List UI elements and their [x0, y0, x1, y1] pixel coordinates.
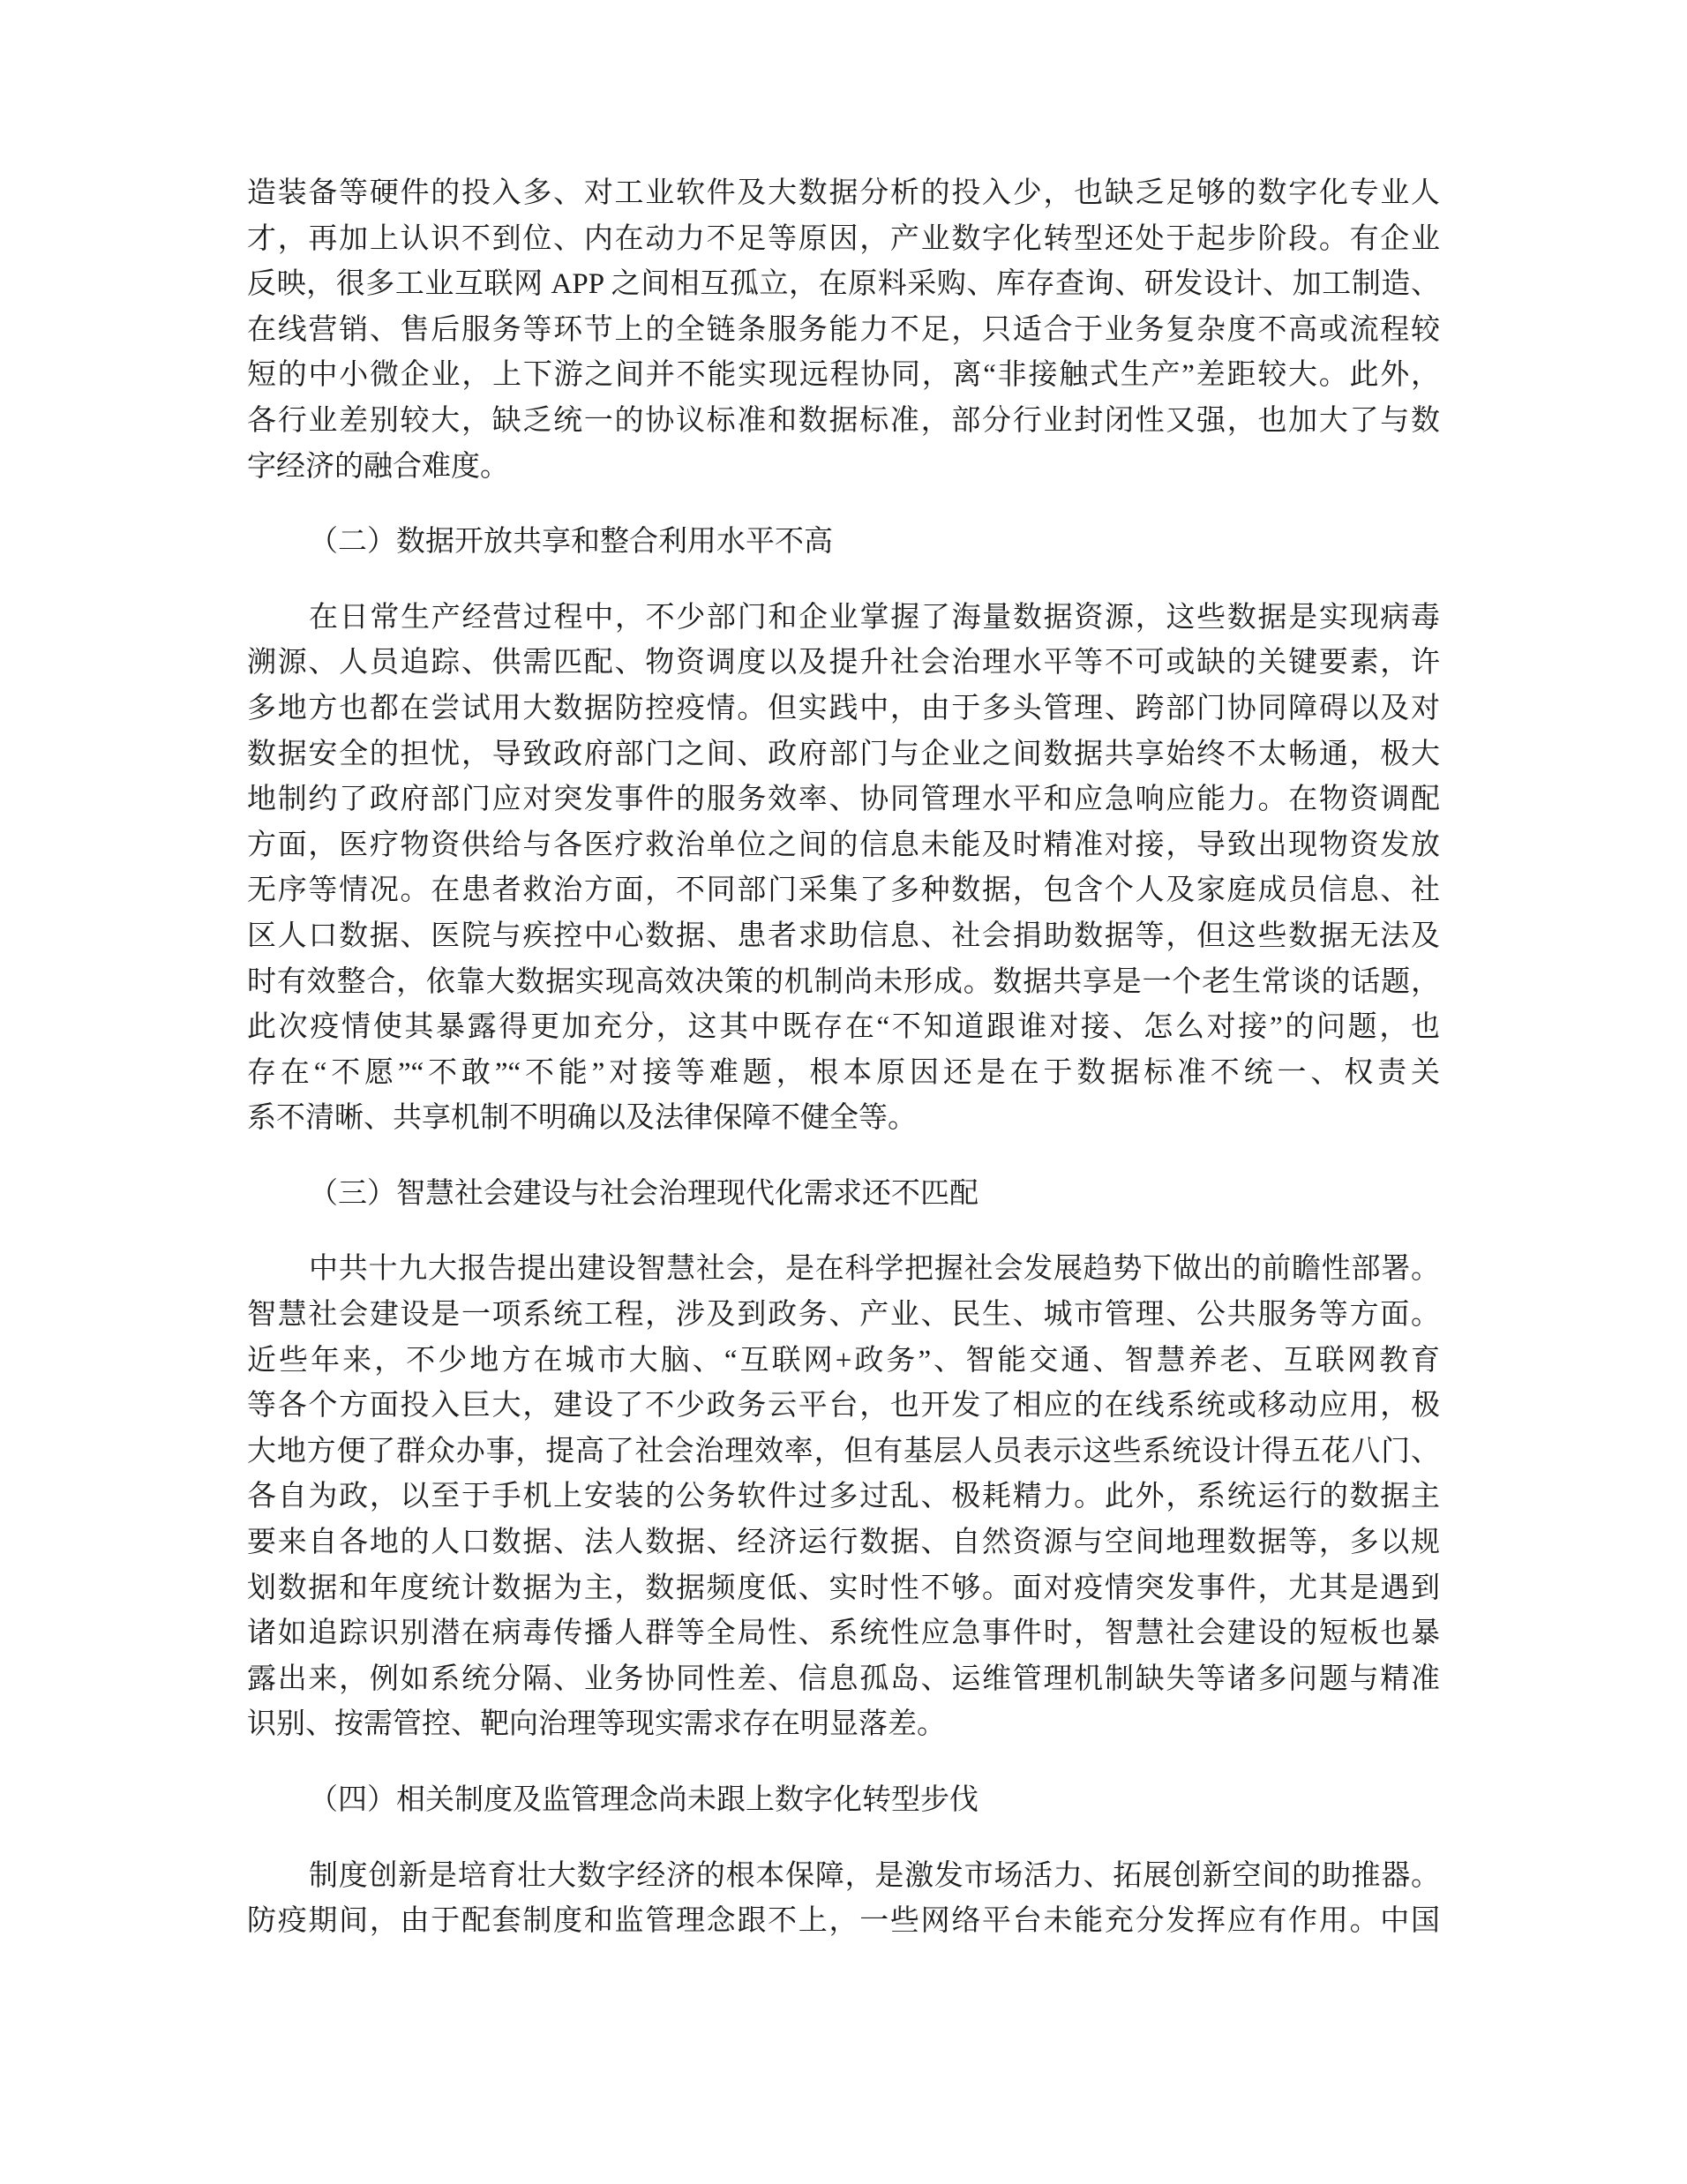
text-line: 在线营销、售后服务等环节上的全链条服务能力不足，只适合于业务复杂度不高或流程较	[247, 313, 1440, 346]
text-line: 要来自各地的人口数据、法人数据、经济运行数据、自然资源与空间地理数据等，多以规	[247, 1527, 1440, 1559]
text-line: 近些年来，不少地方在城市大脑、“互联网+政务”、智能交通、智慧养老、互联网教育	[247, 1344, 1440, 1377]
text-line: 数据安全的担忧，导致政府部门之间、政府部门与企业之间数据共享始终不太畅通，极大	[247, 738, 1440, 770]
text-line: 各自为政，以至于手机上安装的公务软件过多过乱、极耗精力。此外，系统运行的数据主	[247, 1481, 1440, 1513]
text-line: 露出来，例如系统分隔、业务协同性差、信息孤岛、运维管理机制缺失等诸多问题与精准	[247, 1662, 1440, 1695]
paragraph	[247, 171, 1440, 490]
paragraph	[247, 1854, 1440, 1945]
text-line: 字经济的融合难度。	[247, 450, 509, 483]
text-line: 方面，医疗物资供给与各医疗救治单位之间的信息未能及时精准对接，导致出现物资发放	[247, 829, 1440, 861]
text-line: 无序等情况。在患者救治方面，不同部门采集了多种数据，包含个人及家庭成员信息、社	[247, 874, 1440, 907]
text-line: 溯源、人员追踪、供需匹配、物资调度以及提升社会治理水平等不可或缺的关键要素，许	[247, 647, 1440, 679]
text-line: 划数据和年度统计数据为主，数据频度低、实时性不够。面对疫情突发事件，尤其是遇到	[247, 1572, 1440, 1604]
text-line: 时有效整合，依靠大数据实现高效决策的机制尚未形成。数据共享是一个老生常谈的话题，	[247, 965, 1440, 998]
text-line: 地制约了政府部门应对突发事件的服务效率、协同管理水平和应急响应能力。在物资调配	[247, 784, 1440, 816]
text-line: 识别、按需管控、靶向治理等现实需求存在明显落差。	[247, 1708, 946, 1741]
text-line: 诸如追踪识别潜在病毒传播人群等全局性、系统性应急事件时，智慧社会建设的短板也暴	[247, 1617, 1440, 1650]
text-line: 存在“不愿”“不敢”“不能”对接等难题，根本原因还是在于数据标准不统一、权责关	[247, 1056, 1440, 1089]
text-line: 防疫期间，由于配套制度和监管理念跟不上，一些网络平台未能充分发挥应有作用。中国	[247, 1905, 1440, 1938]
paragraph	[247, 1247, 1440, 1748]
text-line: 智慧社会建设是一项系统工程，涉及到政务、产业、民生、城市管理、公共服务等方面。	[247, 1299, 1440, 1332]
text-line: 造装备等硬件的投入多、对工业软件及大数据分析的投入少，也缺乏足够的数字化专业人	[247, 177, 1440, 209]
text-line: 此次疫情使其暴露得更加充分，这其中既存在“不知道跟谁对接、怎么对接”的问题，也	[247, 1011, 1440, 1044]
document-content	[247, 171, 1440, 1945]
text-line: 各行业差别较大，缺乏统一的协议标准和数据标准，部分行业封闭性又强，也加大了与数	[247, 404, 1440, 437]
text-line: 大地方便了群众办事，提高了社会治理效率，但有基层人员表示这些系统设计得五花八门、	[247, 1435, 1440, 1467]
text-line: 才，再加上认识不到位、内在动力不足等原因，产业数字化转型还处于起步阶段。有企业	[247, 222, 1440, 255]
section-heading: （二）数据开放共享和整合利用水平不高	[309, 526, 833, 559]
section-heading: （四）相关制度及监管理念尚未跟上数字化转型步伐	[309, 1784, 978, 1816]
text-line: 区人口数据、医院与疾控中心数据、患者求助信息、社会捐助数据等，但这些数据无法及	[247, 919, 1440, 952]
text-line: 等各个方面投入巨大，建设了不少政务云平台，也开发了相应的在线系统或移动应用，极	[247, 1390, 1440, 1422]
paragraph	[247, 596, 1440, 1142]
text-line: 制度创新是培育壮大数字经济的根本保障，是激发市场活力、拓展创新空间的助推器。	[309, 1859, 1440, 1892]
text-line: 在日常生产经营过程中，不少部门和企业掌握了海量数据资源，这些数据是实现病毒	[309, 601, 1440, 634]
text-line: 系不清晰、共享机制不明确以及法律保障不健全等。	[247, 1102, 917, 1135]
section-heading: （三）智慧社会建设与社会治理现代化需求还不匹配	[309, 1177, 978, 1210]
text-line: 多地方也都在尝试用大数据防控疫情。但实践中，由于多头管理、跨部门协同障碍以及对	[247, 692, 1440, 724]
text-line: 反映，很多工业互联网 APP 之间相互孤立，在原料采购、库存查询、研发设计、加工制造、	[247, 268, 1440, 301]
text-line: 短的中小微企业，上下游之间并不能实现远程协同，离“非接触式生产”差距较大。此外，	[247, 359, 1440, 392]
text-line: 中共十九大报告提出建设智慧社会，是在科学把握社会发展趋势下做出的前瞻性部署。	[309, 1253, 1440, 1286]
